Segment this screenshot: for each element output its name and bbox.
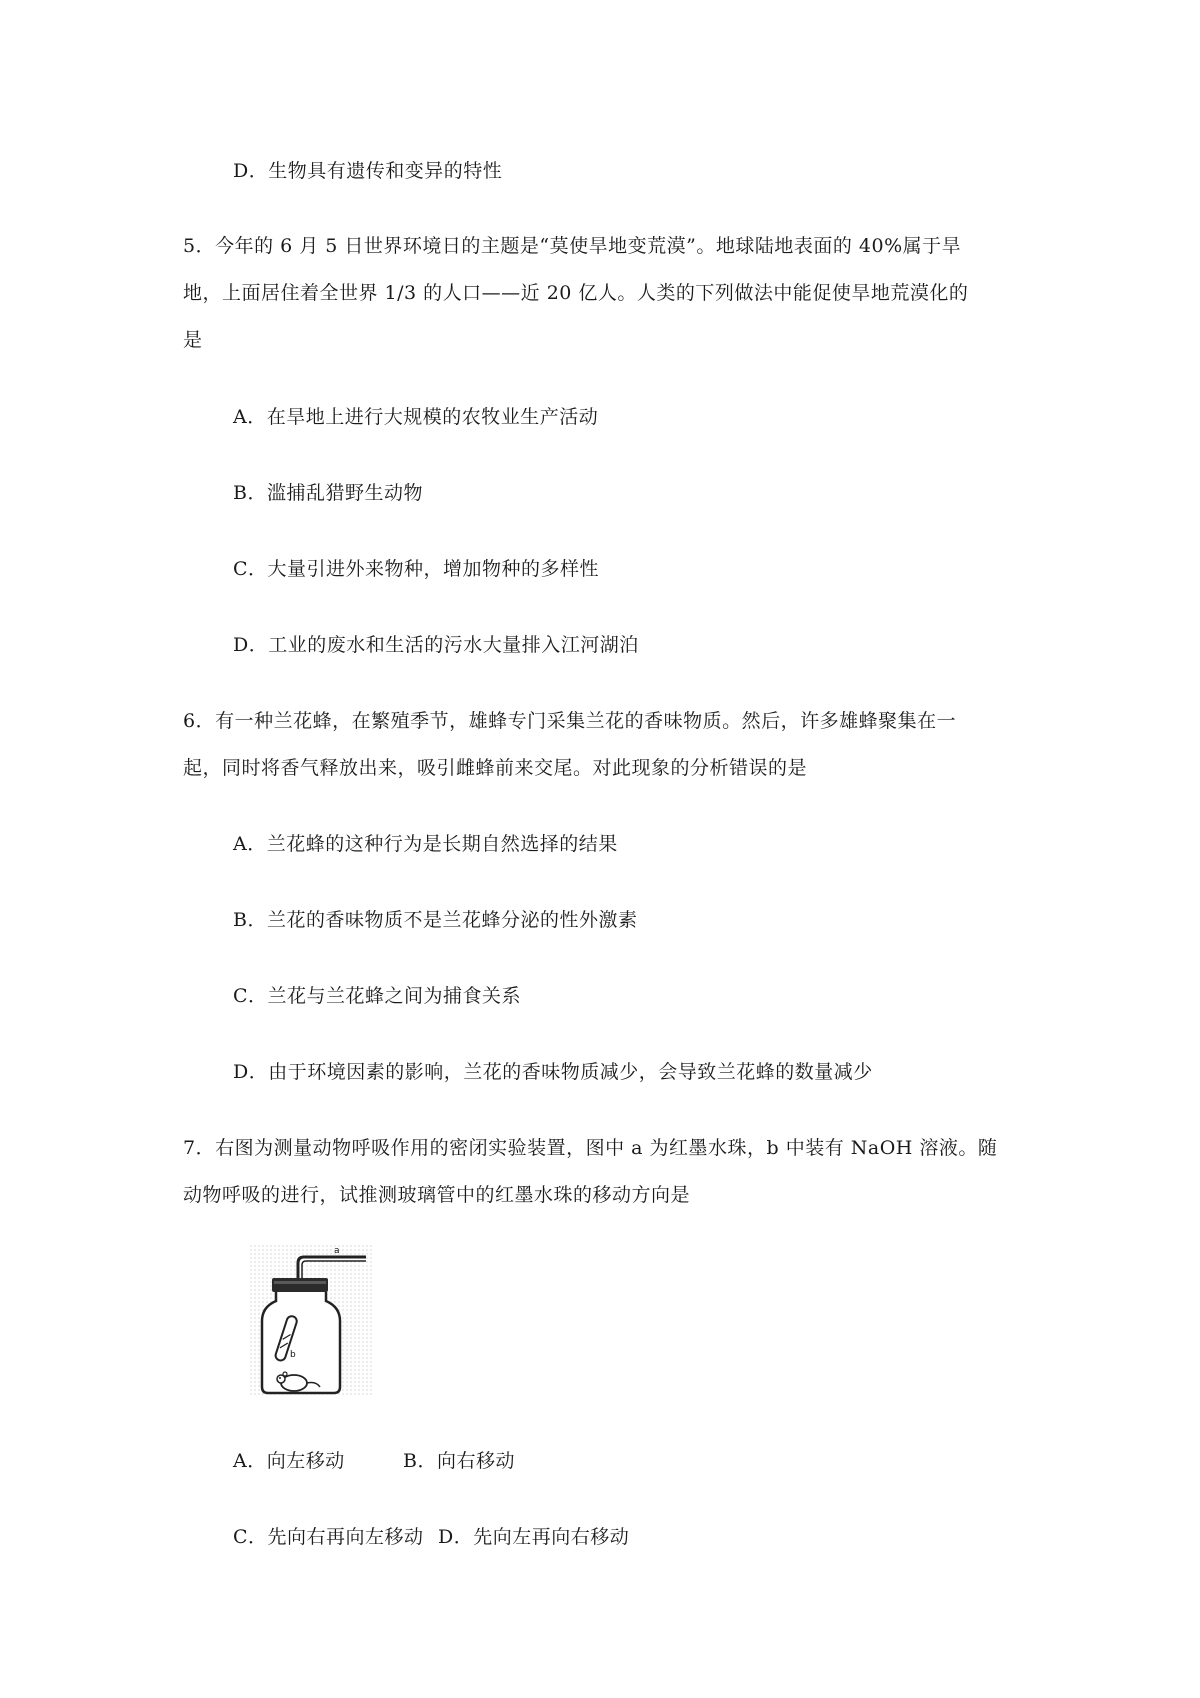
q5-stem-line-3: 是: [183, 329, 203, 351]
q7-option-c: C．先向右再向左移动: [233, 1526, 424, 1548]
q6-stem-line-1: 6．有一种兰花蜂，在繁殖季节，雄蜂专门采集兰花的香味物质。然后，许多雄蜂聚集在一: [183, 710, 957, 732]
q7-option-b: B．向右移动: [403, 1450, 515, 1472]
q7-option-d: D．先向左再向右移动: [438, 1526, 630, 1548]
q5-option-c: C．大量引进外来物种，增加物种的多样性: [233, 558, 600, 580]
q6-option-b: B．兰花的香味物质不是兰花蜂分泌的性外激素: [233, 909, 638, 931]
respiration-apparatus-figure: [250, 1245, 372, 1397]
q5-stem-line-1: 5．今年的 6 月 5 日世界环境日的主题是“莫使旱地变荒漠”。地球陆地表面的 40%属于旱: [183, 235, 962, 257]
q7-stem-line-2: 动物呼吸的进行，试推测玻璃管中的红墨水珠的移动方向是: [183, 1184, 691, 1206]
q5-option-d: D．工业的废水和生活的污水大量排入江河湖泊: [233, 634, 639, 656]
stopper-band: [274, 1281, 326, 1284]
q4-option-d: D．生物具有遗传和变异的特性: [233, 160, 503, 182]
stopper: [272, 1278, 328, 1292]
q5-option-a: A．在旱地上进行大规模的农牧业生产活动: [233, 406, 599, 428]
q5-stem-line-2: 地，上面居住着全世界 1/3 的人口——近 20 亿人。人类的下列做法中能促使旱地荒漠化的: [183, 282, 969, 304]
q6-stem-line-2: 起，同时将香气释放出来，吸引雌蜂前来交尾。对此现象的分析错误的是: [183, 757, 808, 779]
q7-option-a: A．向左移动: [233, 1450, 345, 1472]
q6-option-d: D．由于环境因素的影响，兰花的香味物质减少，会导致兰花蜂的数量减少: [233, 1061, 873, 1083]
q7-stem-line-1: 7．右图为测量动物呼吸作用的密闭实验装置，图中 a 为红墨水珠，b 中装有 NaOH 溶液。随: [183, 1137, 998, 1159]
q6-option-a: A．兰花蜂的这种行为是长期自然选择的结果: [233, 833, 618, 855]
label-a: a: [334, 1246, 340, 1256]
label-b: b: [290, 1350, 296, 1360]
q6-option-c: C．兰花与兰花蜂之间为捕食关系: [233, 985, 522, 1007]
q5-option-b: B．滥捕乱猎野生动物: [233, 482, 423, 504]
apparatus-diagram: [250, 1245, 372, 1397]
